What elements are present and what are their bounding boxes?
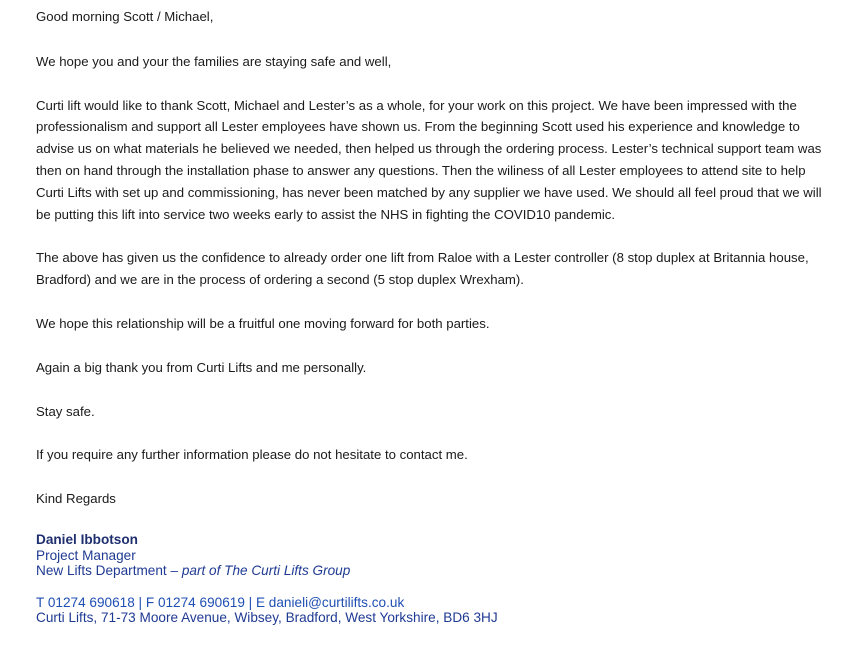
stay-safe-paragraph: Stay safe. [36,403,95,419]
confidence-paragraph: The above has given us the confidence to already order one lift from Raloe with a Lester controller (8 stop duplex at Britannia house, Bradford) and we are in the process of ordering a second (5 stop duplex Wrexham). [36,250,809,288]
signature-spacer [36,579,836,595]
signature-contact-line: T 01274 690618 | F 01274 690619 | E danieli@curtilifts.co.uk [36,594,405,610]
letter-body [36,6,836,626]
signature-group-prefix: – part of [170,563,225,579]
thank-you-paragraph: Again a big thank you from Curti Lifts and me personally. [36,359,367,375]
relationship-paragraph: We hope this relationship will be a fruitful one moving forward for both parties. [36,315,490,331]
signature-department-line [36,563,836,579]
signature-address: Curti Lifts, 71-73 Moore Avenue, Wibsey, Bradford, West Yorkshire, BD6 3HJ [36,610,498,626]
greeting-line: Good morning Scott / Michael, [36,9,214,24]
wellbeing-paragraph: We hope you and your the families are staying safe and well, [36,53,392,69]
email-signature [36,532,836,626]
closing-line: Kind Regards [36,491,116,507]
thanks-paragraph: Curti lift would like to thank Scott, Michael and Lester’s as a whole, for your work on this project. We have been impressed with the professionalism and support all Lester employees have shown us. From the beginning Scott used his experience and knowledge to advise us on what materials he believed we needed, then helped us through the ordering process. Lester’s technical support team was then on hand through the installation phase to answer any questions. Then the wiliness of all Lester employees to attend site to help Curti Lifts with set up and commissioning, has never been matched by any supplier we have used. We should all feel proud that we will be putting this lift into service two weeks early to assist the NHS in fighting the COVID10 pandemic. [36,97,822,222]
signature-name: Daniel Ibbotson [36,531,138,547]
signature-title: Project Manager [36,547,136,563]
signature-group-name: The Curti Lifts Group [224,563,351,579]
signature-department: New Lifts Department [36,563,167,579]
contact-request-paragraph: If you require any further information please do not hesitate to contact me. [36,447,468,463]
